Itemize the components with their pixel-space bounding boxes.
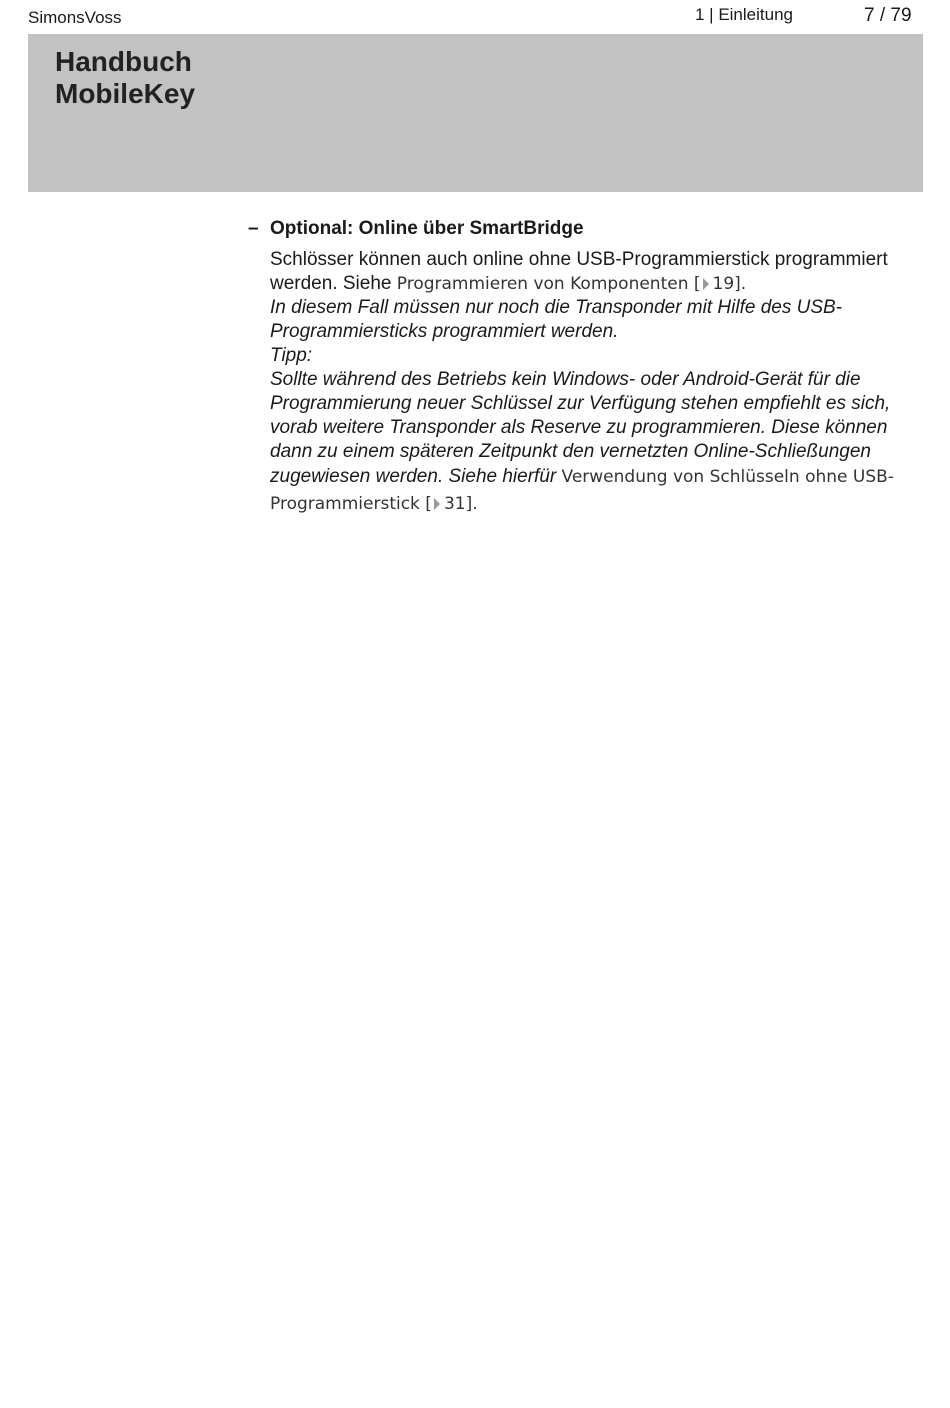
xref-programmieren-label: Programmieren von Komponenten [	[396, 274, 701, 294]
page-content	[248, 215, 916, 518]
xref-verwendung-label: Verwendung von Schlüsseln ohne USB-Programmierstick [	[270, 467, 894, 514]
manual-title	[55, 46, 195, 110]
xref-arrow-icon	[434, 498, 440, 510]
tip-label: Tipp:	[270, 345, 313, 366]
list-dash: –	[248, 218, 259, 239]
tip-body	[270, 368, 916, 518]
title-line-2: MobileKey	[55, 78, 196, 109]
page-number: 7 / 79	[864, 5, 912, 26]
xref-programmieren-page: 19].	[712, 274, 747, 294]
title-line-1: Handbuch	[55, 46, 192, 77]
section-heading-text: Optional: Online über SmartBridge	[270, 218, 584, 239]
xref-verwendung-page: 31].	[443, 494, 478, 514]
xref-arrow-icon	[703, 278, 709, 290]
tip-text: Sollte während des Betriebs kein Windows- oder Android-Gerät für die Programmierung neuer Schlüssel zur Verfügung stehen empfiehlt es sich, vorab weitere Transponder als Reserve zu programmieren. Diese können dann zu einem späteren Zeitpunkt den vernetzten Online-Schließungen zugewiesen werden. Siehe hierfür	[270, 369, 891, 487]
xref-programmieren-link[interactable]	[397, 274, 746, 294]
section-body	[248, 248, 916, 518]
chapter-label: 1 | Einleitung	[695, 5, 793, 24]
title-band	[28, 34, 923, 192]
brand-name: SimonsVoss	[28, 8, 122, 27]
section-text-1: Schlösser können auch online ohne USB-Programmierstick programmiert werden. Siehe	[270, 249, 888, 294]
section-heading	[248, 215, 916, 243]
section-text-2: In diesem Fall müssen nur noch die Transponder mit Hilfe des USB-Programmiersticks programmiert werden.	[270, 297, 843, 342]
